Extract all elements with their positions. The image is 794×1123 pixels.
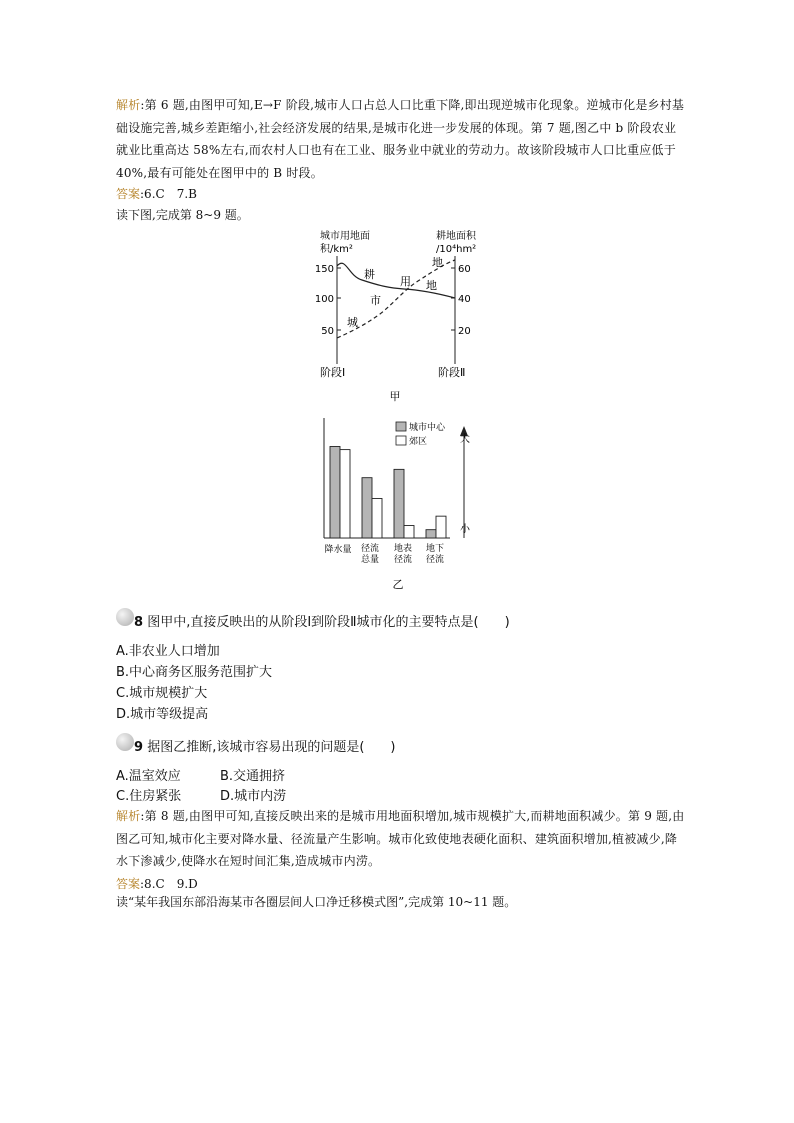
question-8 <box>134 611 510 630</box>
stage-1-label: 阶段Ⅰ <box>320 366 346 379</box>
question-9 <box>134 736 395 755</box>
chart-yi <box>312 414 488 592</box>
question-bullet-icon <box>116 733 134 751</box>
option-9d[interactable]: D.城市内涝 <box>220 789 287 804</box>
answer-label: 答案 <box>116 187 141 201</box>
answer-line-1 <box>116 185 197 202</box>
bar-center-3 <box>394 469 404 538</box>
bar-suburb-4 <box>436 516 446 538</box>
label-shi: 市 <box>370 294 381 307</box>
label-di-2: 地 <box>432 256 443 269</box>
question-stem: 据图乙推断,该城市容易出现的问题是( ) <box>147 740 396 755</box>
legend-center: 城市中心 <box>409 423 446 433</box>
option-9a[interactable]: A.温室效应 <box>116 769 181 784</box>
category-label-3a: 地表 <box>393 544 413 554</box>
label-cheng: 城 <box>347 316 358 329</box>
option-8c[interactable]: C.城市规模扩大 <box>116 686 208 701</box>
legend-swatch-center <box>396 422 406 431</box>
bars-group <box>330 446 446 538</box>
label-di: 地 <box>426 279 437 292</box>
left-axis-unit: 积/km² <box>320 244 353 255</box>
chart-caption-yi: 乙 <box>392 578 404 591</box>
instruction-line-2: 读“某年我国东部沿海某市各圈层间人口净迁移模式图”,完成第 10~11 题。 <box>116 895 517 909</box>
scale-top-label: 大 <box>460 434 470 445</box>
answer-line-2 <box>116 875 198 892</box>
option-8b[interactable]: B.中心商务区服务范围扩大 <box>116 665 273 680</box>
analysis-text: :第 6 题,由图甲可知,E→F 阶段,城市人口占总人口比重下降,即出现逆城市化现象。逆城市化是乡村基础设施完善,城乡差距缩小,社会经济发展的结果,是城市化进一步发展的体现。第 7 题,图乙中 b 阶段农业就业比重高达 58%左右,而农村人口也有在工业、服务业中就业的劳动力。故该阶段城市人口比重应低于 40%,最有可能处在图甲中的 B 时段。 <box>116 98 685 180</box>
option-9c[interactable]: C.住房紧张 <box>116 789 182 804</box>
analysis-paragraph-1 <box>116 94 688 184</box>
left-axis-label: 城市用地面 <box>320 231 370 242</box>
label-geng: 耕 <box>364 268 375 281</box>
bar-suburb-1 <box>340 450 350 538</box>
right-axis-label: 耕地面积 <box>436 231 476 242</box>
bar-center-2 <box>362 478 372 538</box>
right-axis-unit: /10⁴hm² <box>436 244 477 255</box>
right-tick-20: 20 <box>458 326 471 337</box>
answer-text: :8.C 9.D <box>140 877 198 891</box>
right-tick-60: 60 <box>458 264 471 275</box>
bar-center-4 <box>426 530 436 538</box>
option-8d[interactable]: D.城市等级提高 <box>116 707 209 722</box>
category-label-2b: 总量 <box>360 555 380 565</box>
category-label-4a: 地下 <box>425 544 445 554</box>
question-number: 8 <box>134 615 144 630</box>
category-label-3b: 径流 <box>393 555 413 565</box>
instruction-line-1: 读下图,完成第 8~9 题。 <box>116 208 249 222</box>
chart-jia <box>300 226 500 402</box>
option-8a[interactable]: A.非农业人口增加 <box>116 644 220 659</box>
bar-suburb-2 <box>372 498 382 538</box>
legend-swatch-suburb <box>396 436 406 445</box>
option-9b[interactable]: B.交通拥挤 <box>220 769 286 784</box>
analysis-text: :第 8 题,由图甲可知,直接反映出来的是城市用地面积增加,城市规模扩大,而耕地面积减少。第 9 题,由图乙可知,城市化主要对降水量、径流量产生影响。城市化致使地表硬化面积、建筑面积增加,植被减少,降水下渗减少,使降水在短时间汇集,造成城市内涝。 <box>116 809 685 868</box>
label-yong: 用 <box>400 275 411 288</box>
category-label-1: 降水量 <box>324 545 352 555</box>
question-bullet-icon <box>116 608 134 626</box>
category-label-4b: 径流 <box>425 555 445 565</box>
answer-label: 答案 <box>116 877 141 891</box>
bar-suburb-3 <box>404 526 414 538</box>
right-tick-40: 40 <box>458 294 471 305</box>
analysis-paragraph-2 <box>116 805 688 873</box>
analysis-label: 解析 <box>116 809 141 823</box>
question-number: 9 <box>134 740 144 755</box>
question-stem: 图甲中,直接反映出的从阶段Ⅰ到阶段Ⅱ城市化的主要特点是( ) <box>147 615 510 630</box>
analysis-label: 解析 <box>116 98 141 112</box>
scale-bottom-label: 小 <box>460 524 470 535</box>
answer-text: :6.C 7.B <box>140 187 197 201</box>
left-tick-150: 150 <box>314 264 334 275</box>
stage-2-label: 阶段Ⅱ <box>438 366 466 379</box>
left-tick-100: 100 <box>314 294 334 305</box>
left-tick-50: 50 <box>321 326 334 337</box>
legend-suburb: 郊区 <box>409 437 428 447</box>
chart-caption-jia: 甲 <box>389 390 401 402</box>
category-label-2a: 径流 <box>360 544 380 554</box>
bar-center-1 <box>330 446 340 538</box>
